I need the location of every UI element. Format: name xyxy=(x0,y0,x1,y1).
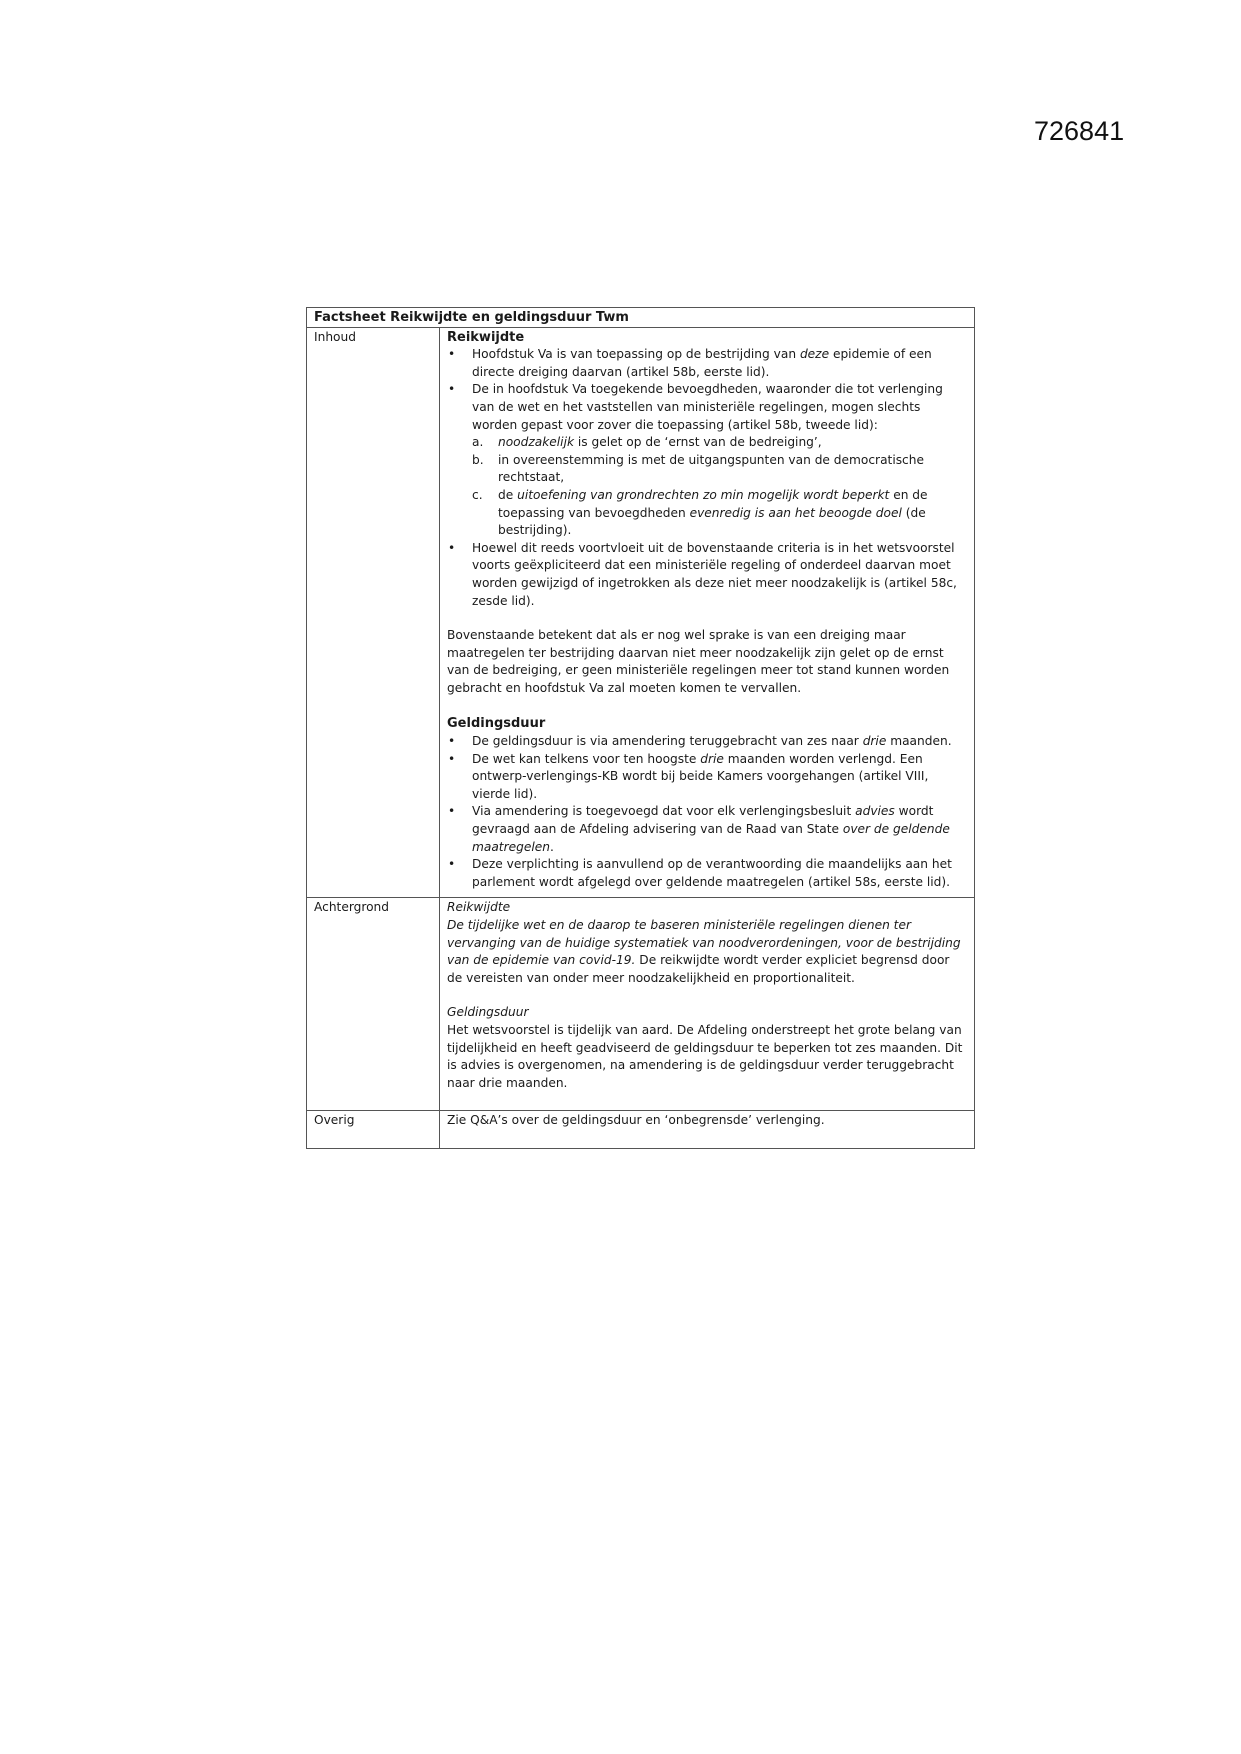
emphasis-text: over de geldende maatregelen xyxy=(472,822,950,854)
row-label-inhoud: Inhoud xyxy=(307,327,440,898)
list-item xyxy=(447,803,967,856)
sublist-item xyxy=(472,487,967,540)
table-header-row xyxy=(307,308,975,328)
text-span: Via amendering is toegevoegd dat voor elk verlengingsbesluit xyxy=(472,804,856,819)
emphasis-text: deze xyxy=(799,347,830,362)
document-number: 726841 xyxy=(1034,116,1125,146)
row-label-overig: Overig xyxy=(307,1111,440,1149)
list-item xyxy=(447,381,967,539)
list-item xyxy=(447,856,967,891)
text-span: De in hoofdstuk Va toegekende bevoegdheden, waaronder die tot verlenging van de wet en het vaststellen van ministeriële regelingen, mogen slechts worden gepast voor zover die toepassing (artikel 58b, tweede lid): xyxy=(472,382,943,432)
achtergrond-geldingsduur-text: Het wetsvoorstel is tijdelijk van aard. De Afdeling onderstreept het grote belang van tijdelijkheid en heeft geadviseerd de geldingsduur te beperken tot zes maanden. Dit is advies is overgenomen, na amendering is de geldingsduur verder teruggebracht naar drie maanden. xyxy=(447,1022,963,1090)
section-heading-reikwijdte: Reikwijdte xyxy=(447,329,525,345)
row-label-achtergrond: Achtergrond xyxy=(307,898,440,1111)
section-heading-geldingsduur: Geldingsduur xyxy=(447,716,546,732)
overig-text: Zie Q&A’s over de geldingsduur en ‘onbegrensde’ verlenging. xyxy=(447,1113,825,1128)
list-item xyxy=(447,540,967,610)
text-span: epidemie of een directe dreiging daarvan (artikel 58b, eerste lid). xyxy=(472,347,932,379)
sublist-item xyxy=(472,434,967,452)
factsheet-table xyxy=(306,307,975,1149)
text-span: De geldingsduur is via amendering teruggebracht van zes naar xyxy=(472,734,863,749)
text-span: . xyxy=(549,839,554,854)
sublist-item xyxy=(472,452,967,487)
text-span: is gelet op de ‘ernst van de bedreiging’, xyxy=(574,435,822,450)
list-item xyxy=(447,346,967,381)
emphasis-text: uitoefening van grondrechten zo min mogelijk wordt beperkt xyxy=(517,487,890,502)
table-row-overig xyxy=(307,1111,975,1149)
text-span: Hoewel dit reeds voortvloeit uit de bovenstaande criteria is in het wetsvoorstel voorts geëxpliciteerd dat een ministeriële regeling of onderdeel daarvan moet worden gewijzigd of ingetrokken als deze niet meer noodzakelijk is (artikel 58c, zesde lid). xyxy=(472,540,957,608)
text-span: Deze verplichting is aanvullend op de verantwoording die maandelijks aan het parlement wordt afgelegd over geldende maatregelen (artikel 58s, eerste lid). xyxy=(472,857,952,889)
geldingsduur-bullet-list xyxy=(447,733,967,891)
text-span: wordt gevraagd aan de Afdeling advisering van de Raad van State xyxy=(472,804,934,837)
text-span: maanden worden verlengd. Een ontwerp-verlengings-KB wordt bij beide Kamers voorgehangen (artikel VIII, vierde lid). xyxy=(472,751,929,801)
list-item xyxy=(447,733,967,751)
criteria-sublist xyxy=(472,434,967,540)
emphasis-text: noodzakelijk xyxy=(498,435,575,450)
emphasis-text: advies xyxy=(855,804,895,819)
list-item xyxy=(447,751,967,804)
text-span: de xyxy=(498,487,518,502)
text-span: (de bestrijding). xyxy=(498,505,926,538)
emphasis-text: De tijdelijke wet en de daarop te baseren ministeriële regelingen dienen ter vervanging van de huidige systematiek van noodverordeningen, voor de bestrijding van de epidemie van covid-19. xyxy=(447,918,961,968)
list-marker: b. xyxy=(472,452,484,467)
text-span: en de toepassing van bevoegdheden xyxy=(498,487,928,520)
text-span: Hoofdstuk Va is van toepassing op de bestrijding van xyxy=(472,347,800,362)
subheading-geldingsduur: Geldingsduur xyxy=(447,1005,529,1020)
reikwijdte-bullet-list xyxy=(447,346,967,610)
emphasis-text: drie xyxy=(862,734,887,749)
text-span: De reikwijdte wordt verder expliciet begrensd door de vereisten van onder meer noodzakelijkheid en proportionaliteit. xyxy=(447,953,950,985)
row-content-overig xyxy=(440,1111,975,1149)
table-title: Factsheet Reikwijdte en geldingsduur Twm xyxy=(307,308,975,328)
list-marker: a. xyxy=(472,435,484,450)
table-row-achtergrond xyxy=(307,898,975,1111)
reikwijdte-paragraph: Bovenstaande betekent dat als er nog wel sprake is van een dreiging maar maatregelen ter bestrijding daarvan niet meer noodzakelijk zijn gelet op de ernst van de bedreiging, er geen ministeriële regelingen meer tot stand kunnen worden gebracht en hoofdstuk Va zal moeten komen te vervallen. xyxy=(447,628,950,695)
subheading-reikwijdte: Reikwijdte xyxy=(447,900,511,915)
text-span: maanden. xyxy=(886,734,952,749)
text-span: De wet kan telkens voor ten hoogste xyxy=(472,751,701,766)
row-content-inhoud xyxy=(440,327,975,898)
table-row-inhoud xyxy=(307,327,975,898)
text-span: in overeenstemming is met de uitgangspunten van de democratische rechtstaat, xyxy=(498,452,924,485)
emphasis-text: evenredig is aan het beoogde doel xyxy=(689,505,902,520)
list-marker: c. xyxy=(472,487,483,502)
achtergrond-reikwijdte-text xyxy=(447,917,967,987)
row-content-achtergrond xyxy=(440,898,975,1111)
emphasis-text: drie xyxy=(700,751,724,766)
